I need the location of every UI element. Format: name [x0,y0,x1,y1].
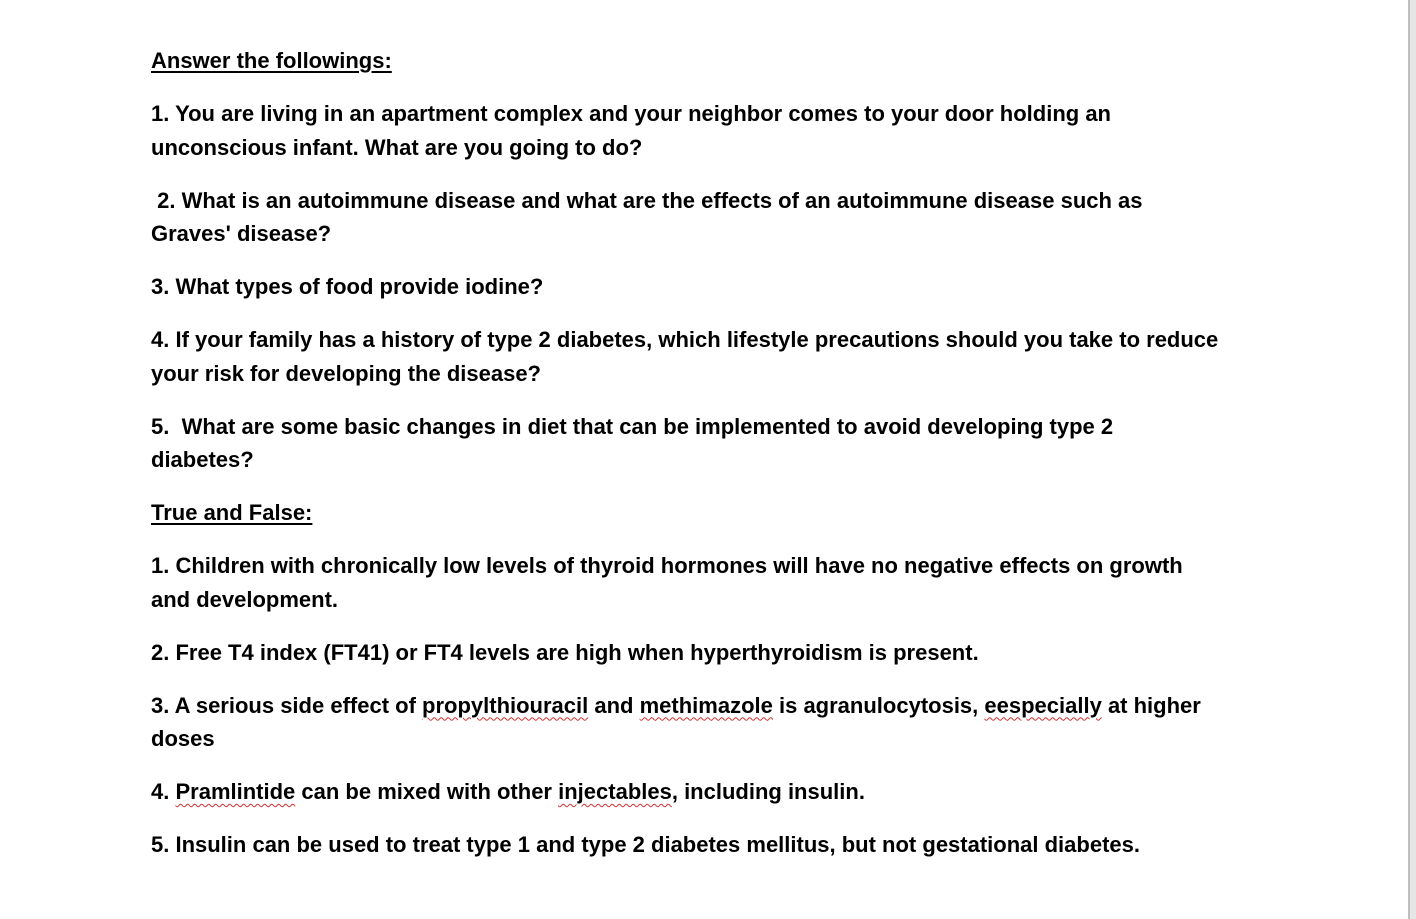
misspelled-word[interactable]: injectables [558,779,672,804]
statement-4-text: can be mixed with other [295,779,559,804]
document-body [151,44,1261,881]
misspelled-word[interactable]: eespecially [984,692,1102,718]
question-2: 2. What is an autoimmune disease and what are the effects of an autoimmune disease such as Graves' disease? [151,187,1149,246]
question-4: 4. If your family has a history of type 2 diabetes, which lifestyle precautions should you take to reduce your risk for developing the disease? [151,327,1225,386]
statement-3-text: at higher doses [151,692,1207,751]
statement-1: 1. Children with chronically low levels of thyroid hormones will have no negative effects on growth and development. [151,553,1189,612]
statement-5: 5. Insulin can be used to treat type 1 and type 2 diabetes mellitus, but not gestational diabetes. [151,832,1140,857]
question-5: 5. What are some basic changes in diet that can be implemented to avoid developing type 2 diabetes? [151,413,1120,472]
true-false-section-heading: True and False: [151,500,313,525]
misspelled-word[interactable]: Pramlintide [175,779,296,804]
answer-section-heading: Answer the followings: [151,48,392,73]
question-3: 3. What types of food provide iodine? [151,274,544,299]
statement-4-text: 4. [151,779,176,804]
statement-4-text: , including insulin. [671,779,865,804]
page-gutter [1410,0,1416,919]
statement-3-text: is agranulocytosis, [772,692,985,718]
misspelled-word[interactable]: propylthiouracil [422,692,589,718]
statement-3-text: 3. A serious side effect of [151,692,423,718]
statement-3-text: and [588,692,640,718]
misspelled-word[interactable]: methimazole [639,692,773,718]
statement-2: 2. Free T4 index (FT41) or FT4 levels are high when hyperthyroidism is present. [151,639,979,665]
statement-4 [151,775,1261,809]
statement-3 [151,689,1231,756]
question-1: 1. You are living in an apartment complex and your neighbor comes to your door holding an unconscious infant. What are you going to do? [151,101,1118,160]
